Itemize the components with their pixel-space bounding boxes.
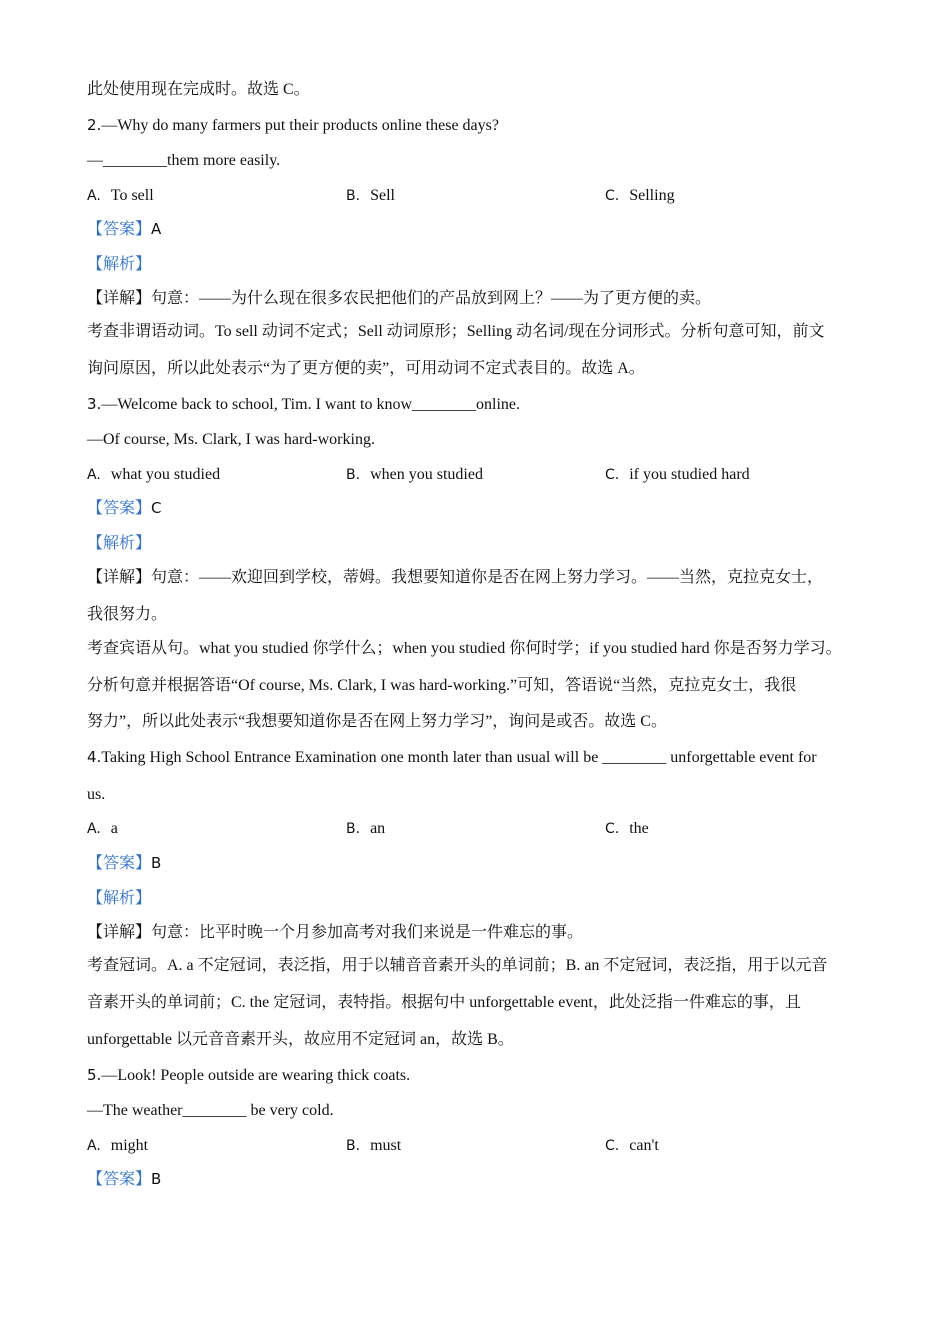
analysis-tag: 【解析】	[87, 256, 152, 273]
question-number: 4.	[87, 748, 102, 766]
explanation-line: 分析句意并根据答语“Of course, Ms. Clark, I was hard-working.”可知，答语说“当然，克拉克女士，我很	[87, 677, 797, 694]
option-text: a	[110, 820, 118, 837]
answer-line	[87, 498, 162, 519]
question-text: —Why do many farmers put their products online these days?	[101, 117, 499, 134]
question-text: —Look! People outside are wearing thick coats.	[101, 1067, 411, 1084]
question-4-stem	[87, 747, 817, 768]
option-b	[346, 186, 395, 206]
detail-line	[87, 289, 711, 309]
detail-tag: 【详解】	[87, 924, 152, 941]
question-4-stem-cont: us.	[87, 786, 106, 803]
answer-line	[87, 853, 161, 874]
option-text: must	[370, 1137, 402, 1154]
question-2-response: —________them more easily.	[87, 152, 281, 169]
explanation-line: 考查冠词。A. a 不定冠词，表泛指，用于以辅音音素开头的单词前；B. an 不定冠词，表泛指，用于以元音	[87, 957, 828, 974]
analysis-line	[87, 889, 151, 909]
option-text: Sell	[370, 187, 395, 204]
option-text: can't	[629, 1137, 659, 1154]
question-5-stem	[87, 1065, 410, 1086]
option-text: when you studied	[370, 466, 483, 483]
detail-text: 句意：比平时晚一个月参加高考对我们来说是一件难忘的事。	[151, 924, 584, 941]
question-3-stem	[87, 394, 520, 415]
question-2-stem	[87, 115, 499, 136]
option-letter: C.	[605, 1138, 620, 1154]
answer-line	[87, 219, 161, 240]
option-text: an	[370, 820, 386, 837]
analysis-tag: 【解析】	[87, 890, 152, 907]
option-b	[346, 465, 483, 485]
analysis-tag: 【解析】	[87, 535, 152, 552]
explanation-line: 考查非谓语动词。To sell 动词不定式；Sell 动词原形；Selling 动名词/现在分词形式。分析句意可知，前文	[87, 323, 825, 340]
option-letter: A.	[87, 1138, 101, 1154]
option-c	[605, 465, 750, 485]
option-text: if you studied hard	[629, 466, 750, 483]
option-b	[346, 1136, 401, 1156]
option-text: Selling	[629, 187, 675, 204]
detail-line	[87, 923, 583, 943]
option-a	[87, 819, 118, 839]
detail-line	[87, 568, 823, 588]
text-line: 此处使用现在完成时。故选 C。	[87, 81, 310, 98]
analysis-line	[87, 255, 151, 275]
question-3-response: —Of course, Ms. Clark, I was hard-working.	[87, 431, 375, 448]
question-number: 5.	[87, 1066, 102, 1084]
explanation-line: 音素开头的单词前；C. the 定冠词，表特指。根据句中 unforgettable event，此处泛指一件难忘的事，且	[87, 994, 801, 1011]
option-letter: B.	[346, 188, 361, 204]
option-letter: B.	[346, 821, 361, 837]
answer-value: C	[151, 499, 162, 517]
question-number: 3.	[87, 395, 102, 413]
option-b	[346, 819, 385, 839]
answer-value: A	[151, 220, 162, 238]
detail-tag: 【详解】	[87, 290, 152, 307]
option-letter: B.	[346, 1138, 361, 1154]
option-c	[605, 1136, 659, 1156]
option-letter: A.	[87, 188, 101, 204]
question-5-response: —The weather________ be very cold.	[87, 1102, 334, 1119]
option-letter: C.	[605, 821, 620, 837]
option-letter: A.	[87, 467, 101, 483]
answer-value: B	[151, 854, 162, 872]
answer-tag: 【答案】	[87, 1171, 152, 1188]
answer-tag: 【答案】	[87, 855, 152, 872]
option-a	[87, 465, 220, 485]
detail-tag: 【详解】	[87, 569, 152, 586]
question-text: —Welcome back to school, Tim. I want to know________online.	[101, 396, 520, 413]
question-number: 2.	[87, 116, 102, 134]
answer-value: B	[151, 1170, 162, 1188]
explanation-line: unforgettable 以元音音素开头，故应用不定冠词 an，故选 B。	[87, 1031, 514, 1048]
option-a	[87, 186, 154, 206]
option-c	[605, 186, 675, 206]
question-text: Taking High School Entrance Examination one month later than usual will be ________ unforgettable event for	[101, 749, 817, 766]
detail-line-cont: 我很努力。	[87, 606, 168, 623]
detail-text: 句意：——欢迎回到学校，蒂姆。我想要知道你是否在网上努力学习。——当然，克拉克女士，	[151, 569, 824, 586]
explanation-line: 考查宾语从句。what you studied 你学什么；when you studied 你何时学；if you studied hard 你是否努力学习。	[87, 640, 842, 657]
option-a	[87, 1136, 148, 1156]
option-letter: C.	[605, 188, 620, 204]
explanation-line: 询问原因，所以此处表示“为了更方便的卖”，可用动词不定式表目的。故选 A。	[87, 360, 645, 377]
option-text: To sell	[110, 187, 154, 204]
answer-tag: 【答案】	[87, 221, 152, 238]
option-letter: C.	[605, 467, 620, 483]
answer-line	[87, 1169, 161, 1190]
explanation-line: 努力”，所以此处表示“我想要知道你是否在网上努力学习”，询问是或否。故选 C。	[87, 713, 667, 730]
option-letter: B.	[346, 467, 361, 483]
detail-text: 句意：——为什么现在很多农民把他们的产品放到网上？——为了更方便的卖。	[151, 290, 712, 307]
analysis-line	[87, 534, 151, 554]
option-text: might	[110, 1137, 149, 1154]
option-text: what you studied	[110, 466, 221, 483]
option-text: the	[629, 820, 649, 837]
option-c	[605, 819, 649, 839]
option-letter: A.	[87, 821, 101, 837]
answer-tag: 【答案】	[87, 500, 152, 517]
